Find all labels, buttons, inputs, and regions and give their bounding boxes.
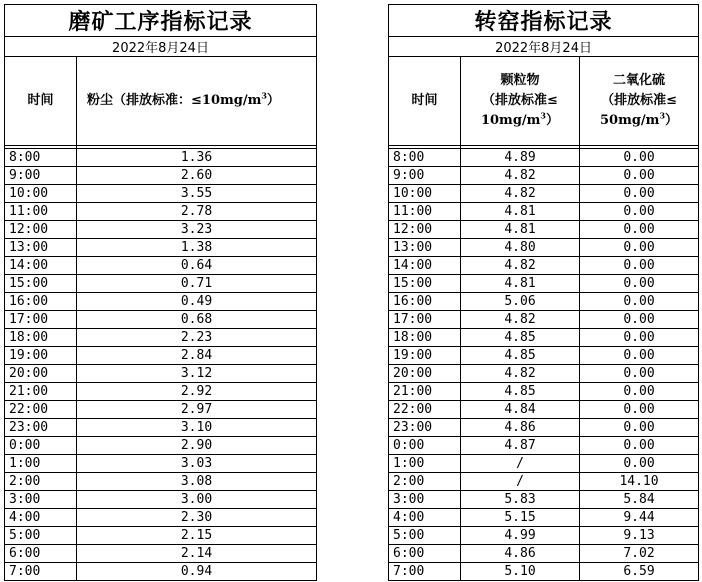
so2-header-close: ） <box>665 113 679 128</box>
so2-header-line2: （排放标准≤ <box>601 93 677 108</box>
so2-column-header <box>580 57 699 146</box>
table-row <box>5 347 317 365</box>
particulate-value-cell: / <box>461 455 580 473</box>
table-row <box>389 545 699 563</box>
table-row <box>389 455 699 473</box>
so2-value-cell: 0.00 <box>580 203 699 221</box>
table-row <box>389 365 699 383</box>
so2-value-cell: 0.00 <box>580 275 699 293</box>
table-row <box>389 563 699 581</box>
time-cell: 1:00 <box>5 455 77 473</box>
particulate-value-cell: 5.06 <box>461 293 580 311</box>
dust-value-cell: 2.97 <box>77 401 317 419</box>
so2-value-cell: 0.00 <box>580 455 699 473</box>
dust-header-superscript: 3 <box>261 90 267 101</box>
time-cell: 13:00 <box>5 239 77 257</box>
time-cell: 7:00 <box>5 563 77 581</box>
particulate-value-cell: 4.89 <box>461 149 580 167</box>
dust-header-text: 粉尘（排放标准：≤10mg/m <box>87 93 262 108</box>
table-row <box>389 509 699 527</box>
time-cell: 3:00 <box>5 491 77 509</box>
dust-value-cell: 2.15 <box>77 527 317 545</box>
particulate-value-cell: 4.82 <box>461 257 580 275</box>
dust-value-cell: 0.68 <box>77 311 317 329</box>
dust-value-cell: 3.00 <box>77 491 317 509</box>
table-row <box>389 167 699 185</box>
dust-value-cell: 3.08 <box>77 473 317 491</box>
time-cell: 19:00 <box>5 347 77 365</box>
particulate-header-line3 <box>461 111 579 131</box>
dust-value-cell: 3.10 <box>77 419 317 437</box>
table-row <box>389 383 699 401</box>
table-row <box>5 383 317 401</box>
particulate-value-cell: 4.86 <box>461 419 580 437</box>
dust-value-cell: 2.90 <box>77 437 317 455</box>
table-row <box>389 473 699 491</box>
particulate-column-header <box>461 57 580 146</box>
time-cell: 9:00 <box>5 167 77 185</box>
time-cell: 12:00 <box>389 221 461 239</box>
dust-value-cell: 3.12 <box>77 365 317 383</box>
table-row <box>5 275 317 293</box>
dust-value-cell: 2.60 <box>77 167 317 185</box>
time-cell: 4:00 <box>389 509 461 527</box>
time-cell: 15:00 <box>5 275 77 293</box>
table-row <box>389 275 699 293</box>
particulate-unit-superscript: 3 <box>540 110 546 121</box>
time-cell: 17:00 <box>5 311 77 329</box>
so2-value-cell: 9.44 <box>580 509 699 527</box>
particulate-value-cell: 4.85 <box>461 347 580 365</box>
dust-value-cell: 2.92 <box>77 383 317 401</box>
dust-value-cell: 2.14 <box>77 545 317 563</box>
dust-value-cell: 0.49 <box>77 293 317 311</box>
time-cell: 1:00 <box>389 455 461 473</box>
grinding-record-table <box>4 4 317 581</box>
dust-value-cell: 0.71 <box>77 275 317 293</box>
table-row <box>5 293 317 311</box>
particulate-value-cell: 4.81 <box>461 275 580 293</box>
time-cell: 23:00 <box>389 419 461 437</box>
time-cell: 8:00 <box>5 149 77 167</box>
so2-value-cell: 0.00 <box>580 419 699 437</box>
time-cell: 9:00 <box>389 167 461 185</box>
table-row <box>389 257 699 275</box>
so2-value-cell: 0.00 <box>580 383 699 401</box>
table-row <box>389 311 699 329</box>
time-cell: 0:00 <box>389 437 461 455</box>
particulate-value-cell: 4.82 <box>461 185 580 203</box>
table-row <box>5 365 317 383</box>
dust-value-cell: 0.64 <box>77 257 317 275</box>
dust-value-cell: 2.84 <box>77 347 317 365</box>
so2-value-cell: 0.00 <box>580 149 699 167</box>
table-row <box>389 527 699 545</box>
particulate-value-cell: 4.86 <box>461 545 580 563</box>
time-column-header: 时间 <box>389 57 461 146</box>
table-row <box>389 437 699 455</box>
time-cell: 8:00 <box>389 149 461 167</box>
time-cell: 10:00 <box>389 185 461 203</box>
time-cell: 13:00 <box>389 239 461 257</box>
dust-value-cell: 1.38 <box>77 239 317 257</box>
so2-value-cell: 0.00 <box>580 221 699 239</box>
so2-value-cell: 0.00 <box>580 329 699 347</box>
so2-value-cell: 5.84 <box>580 491 699 509</box>
so2-value-cell: 9.13 <box>580 527 699 545</box>
time-cell: 19:00 <box>389 347 461 365</box>
table-row <box>5 545 317 563</box>
time-cell: 16:00 <box>389 293 461 311</box>
table-row <box>5 257 317 275</box>
particulate-value-cell: 4.81 <box>461 203 580 221</box>
time-cell: 0:00 <box>5 437 77 455</box>
so2-value-cell: 0.00 <box>580 185 699 203</box>
kiln-record-table <box>388 4 699 581</box>
time-cell: 7:00 <box>389 563 461 581</box>
time-cell: 21:00 <box>5 383 77 401</box>
time-cell: 11:00 <box>5 203 77 221</box>
particulate-value-cell: 4.99 <box>461 527 580 545</box>
time-column-header: 时间 <box>5 57 77 146</box>
so2-value-cell: 0.00 <box>580 293 699 311</box>
particulate-value-cell: 5.10 <box>461 563 580 581</box>
time-cell: 6:00 <box>5 545 77 563</box>
table-row <box>389 419 699 437</box>
time-cell: 14:00 <box>5 257 77 275</box>
table-row <box>5 239 317 257</box>
time-cell: 18:00 <box>5 329 77 347</box>
so2-value-cell: 14.10 <box>580 473 699 491</box>
time-cell: 22:00 <box>389 401 461 419</box>
table-row <box>5 419 317 437</box>
table-row <box>389 149 699 167</box>
table-row <box>389 221 699 239</box>
kiln-table-date: 2022年8月24日 <box>389 37 699 57</box>
particulate-unit: 10mg/m <box>480 113 541 128</box>
table-row <box>389 239 699 257</box>
particulate-value-cell: 4.85 <box>461 329 580 347</box>
table-row <box>5 185 317 203</box>
table-row <box>5 149 317 167</box>
table-row <box>389 329 699 347</box>
particulate-value-cell: 4.84 <box>461 401 580 419</box>
particulate-value-cell: 4.85 <box>461 383 580 401</box>
table-row <box>5 491 317 509</box>
so2-value-cell: 0.00 <box>580 437 699 455</box>
particulate-value-cell: 4.82 <box>461 365 580 383</box>
so2-unit: 50mg/m <box>599 113 660 128</box>
table-row <box>389 347 699 365</box>
table-row <box>5 221 317 239</box>
so2-unit-superscript: 3 <box>659 110 666 121</box>
so2-value-cell: 0.00 <box>580 257 699 275</box>
time-cell: 6:00 <box>389 545 461 563</box>
table-row <box>5 167 317 185</box>
dust-value-cell: 3.03 <box>77 455 317 473</box>
time-cell: 23:00 <box>5 419 77 437</box>
time-cell: 18:00 <box>389 329 461 347</box>
table-row <box>5 437 317 455</box>
time-cell: 22:00 <box>5 401 77 419</box>
time-cell: 20:00 <box>389 365 461 383</box>
particulate-header-close: ） <box>546 113 560 128</box>
time-cell: 20:00 <box>5 365 77 383</box>
time-cell: 12:00 <box>5 221 77 239</box>
time-cell: 11:00 <box>389 203 461 221</box>
table-row <box>5 311 317 329</box>
table-row <box>5 473 317 491</box>
particulate-value-cell: 4.81 <box>461 221 580 239</box>
dust-value-cell: 2.30 <box>77 509 317 527</box>
so2-value-cell: 0.00 <box>580 167 699 185</box>
so2-header-line3 <box>580 111 698 131</box>
table-row <box>389 203 699 221</box>
time-cell: 3:00 <box>389 491 461 509</box>
so2-value-cell: 7.02 <box>580 545 699 563</box>
time-cell: 2:00 <box>389 473 461 491</box>
particulate-header-line2: （排放标准≤ <box>482 93 558 108</box>
time-cell: 5:00 <box>389 527 461 545</box>
table-row <box>389 293 699 311</box>
dust-value-cell: 3.55 <box>77 185 317 203</box>
particulate-value-cell: 4.82 <box>461 311 580 329</box>
so2-value-cell: 0.00 <box>580 311 699 329</box>
so2-value-cell: 0.00 <box>580 365 699 383</box>
dust-value-cell: 2.23 <box>77 329 317 347</box>
particulate-value-cell: 5.83 <box>461 491 580 509</box>
grinding-table-title: 磨矿工序指标记录 <box>5 5 317 37</box>
time-cell: 5:00 <box>5 527 77 545</box>
particulate-header-line1: 颗粒物 <box>500 73 540 88</box>
table-row <box>389 185 699 203</box>
table-row <box>5 527 317 545</box>
so2-value-cell: 0.00 <box>580 401 699 419</box>
particulate-value-cell: / <box>461 473 580 491</box>
particulate-value-cell: 4.82 <box>461 167 580 185</box>
time-cell: 16:00 <box>5 293 77 311</box>
table-row <box>5 509 317 527</box>
particulate-value-cell: 5.15 <box>461 509 580 527</box>
time-cell: 14:00 <box>389 257 461 275</box>
time-cell: 4:00 <box>5 509 77 527</box>
grinding-table-date: 2022年8月24日 <box>5 37 317 57</box>
table-row <box>5 401 317 419</box>
table-row <box>389 491 699 509</box>
table-row <box>5 203 317 221</box>
time-cell: 2:00 <box>5 473 77 491</box>
dust-header-close: ） <box>266 93 280 108</box>
table-row <box>389 401 699 419</box>
table-row <box>5 455 317 473</box>
particulate-value-cell: 4.80 <box>461 239 580 257</box>
table-row <box>5 563 317 581</box>
so2-header-line1: 二氧化硫 <box>613 73 666 88</box>
dust-value-cell: 3.23 <box>77 221 317 239</box>
kiln-table-title: 转窑指标记录 <box>389 5 699 37</box>
dust-value-cell: 1.36 <box>77 149 317 167</box>
so2-value-cell: 6.59 <box>580 563 699 581</box>
time-cell: 15:00 <box>389 275 461 293</box>
table-row <box>5 329 317 347</box>
so2-value-cell: 0.00 <box>580 347 699 365</box>
dust-value-cell: 0.94 <box>77 563 317 581</box>
particulate-value-cell: 4.87 <box>461 437 580 455</box>
so2-value-cell: 0.00 <box>580 239 699 257</box>
dust-value-cell: 2.78 <box>77 203 317 221</box>
time-cell: 21:00 <box>389 383 461 401</box>
dust-column-header <box>77 57 317 146</box>
time-cell: 10:00 <box>5 185 77 203</box>
time-cell: 17:00 <box>389 311 461 329</box>
